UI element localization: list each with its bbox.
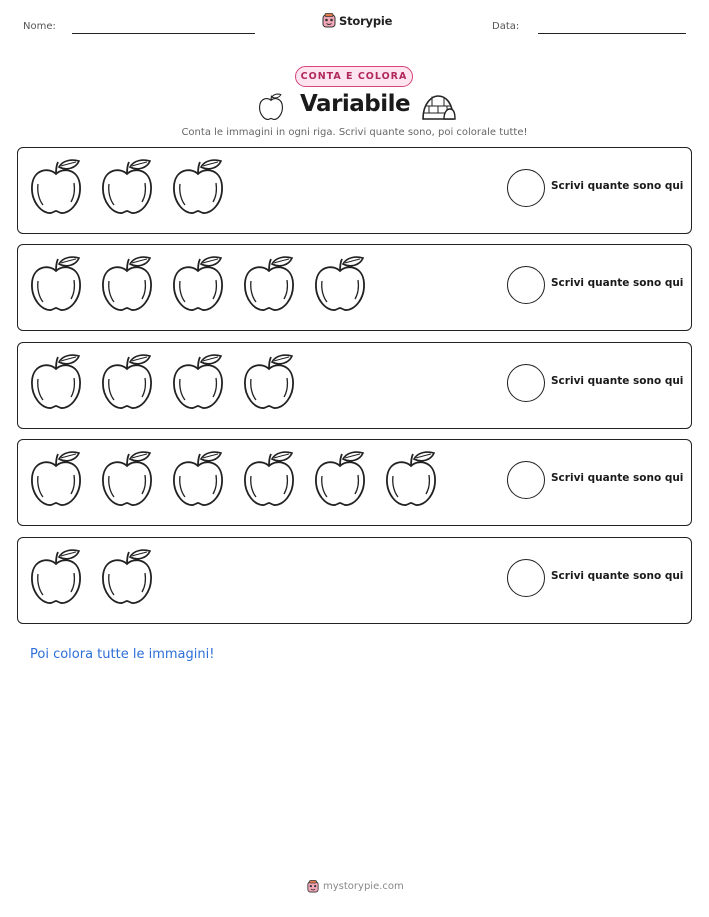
answer-circle[interactable] bbox=[507, 461, 545, 499]
apple-icon bbox=[243, 255, 295, 317]
worksheet-header bbox=[0, 0, 709, 50]
answer-circle[interactable] bbox=[507, 364, 545, 402]
answer-circle[interactable] bbox=[507, 266, 545, 304]
apple-icon bbox=[101, 353, 153, 415]
answer-label: Scrivi quante sono qui bbox=[551, 375, 684, 387]
apple-icon bbox=[30, 255, 82, 317]
apple-icon bbox=[172, 450, 224, 512]
apple-icon bbox=[101, 450, 153, 512]
apple-icon bbox=[101, 158, 153, 220]
date-label: Data: bbox=[492, 21, 520, 32]
title-row bbox=[0, 91, 709, 123]
apple-icon bbox=[30, 353, 82, 415]
answer-label: Scrivi quante sono qui bbox=[551, 277, 684, 289]
name-label: Nome: bbox=[23, 21, 56, 32]
brand-logo bbox=[322, 13, 392, 28]
apple-icon bbox=[30, 548, 82, 610]
apple-icon bbox=[30, 450, 82, 512]
answer-circle[interactable] bbox=[507, 559, 545, 597]
instructions: Conta le immagini in ogni riga. Scrivi quante sono, poi colorale tutte! bbox=[181, 127, 528, 138]
brand-name: Storypie bbox=[339, 13, 393, 28]
counting-row bbox=[17, 147, 692, 234]
activity-badge: CONTA E COLORA bbox=[295, 66, 413, 87]
footer-brand bbox=[307, 880, 404, 893]
apple-icon bbox=[243, 353, 295, 415]
answer-label: Scrivi quante sono qui bbox=[551, 180, 684, 192]
answer-label: Scrivi quante sono qui bbox=[551, 472, 684, 484]
apple-icon bbox=[30, 158, 82, 220]
apple-icon bbox=[172, 353, 224, 415]
apple-icon bbox=[314, 450, 366, 512]
counting-row bbox=[17, 439, 692, 526]
coloring-note: Poi colora tutte le immagini! bbox=[30, 647, 215, 662]
apple-icon bbox=[101, 548, 153, 610]
answer-circle[interactable] bbox=[507, 169, 545, 207]
storypie-logo-icon bbox=[322, 13, 336, 28]
counting-row bbox=[17, 342, 692, 429]
date-line bbox=[538, 33, 686, 34]
apple-icon bbox=[172, 255, 224, 317]
apple-icon bbox=[314, 255, 366, 317]
footer-site: mystorypie.com bbox=[323, 881, 404, 892]
counting-row bbox=[17, 244, 692, 331]
answer-label: Scrivi quante sono qui bbox=[551, 570, 684, 582]
page-title: Variabile bbox=[300, 91, 411, 117]
counting-row bbox=[17, 537, 692, 624]
apple-icon bbox=[101, 255, 153, 317]
apple-icon bbox=[258, 93, 284, 121]
apple-icon bbox=[243, 450, 295, 512]
name-line bbox=[72, 33, 255, 34]
igloo-icon bbox=[420, 93, 456, 121]
apple-icon bbox=[172, 158, 224, 220]
apple-icon bbox=[385, 450, 437, 512]
storypie-logo-icon bbox=[307, 880, 319, 893]
